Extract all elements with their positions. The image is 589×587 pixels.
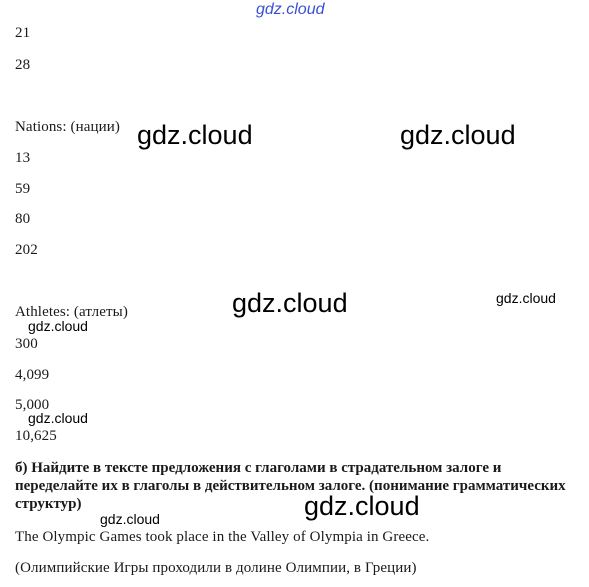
watermark: gdz.cloud [28,410,88,426]
example-sentence-russian: (Олимпийские Игры проходили в долине Олимпии, в Греции) [15,560,417,576]
nations-value-80: 80 [15,211,31,227]
nations-value-59: 59 [15,181,31,197]
nations-heading: Nations: (нации) [15,119,120,135]
value-28: 28 [15,57,31,73]
watermark: gdz.cloud [304,491,420,521]
watermark: gdz.cloud [232,288,348,318]
nations-value-13: 13 [15,150,31,166]
athletes-value-4099: 4,099 [15,367,50,383]
example-sentence-english: The Olympic Games took place in the Valley of Olympia in Greece. [15,529,430,545]
athletes-value-300: 300 [15,336,38,352]
watermark: gdz.cloud [100,511,160,527]
watermark: gdz.cloud [137,120,253,150]
athletes-value-10625: 10,625 [15,428,57,444]
athletes-heading: Athletes: (атлеты) [15,304,128,320]
watermark: gdz.cloud [496,290,556,306]
watermark: gdz.cloud [256,1,325,18]
task-b-instruction: б) Найдите в тексте предложения с глаголами в страдательном залоге и переделайте их в глаголы в действительном залоге. (понимание грамматических структур) [15,460,566,512]
nations-value-202: 202 [15,242,38,258]
value-21: 21 [15,25,31,41]
athletes-value-5000: 5,000 [15,397,50,413]
watermark: gdz.cloud [28,318,88,334]
watermark: gdz.cloud [400,120,516,150]
